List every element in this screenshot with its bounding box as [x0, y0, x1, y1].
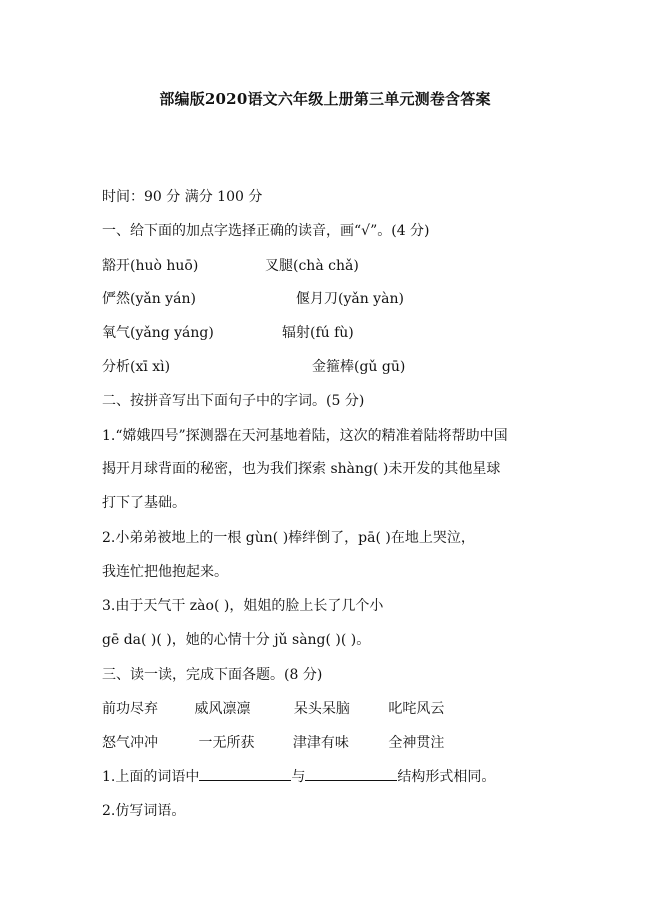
question-text-line: 揭开月球背面的秘密，也为我们探索 shàng( )未开发的其他星球	[102, 461, 501, 477]
idiom-row	[102, 732, 444, 752]
pinyin-choice-left: 分析(xī xì)	[102, 359, 171, 375]
pinyin-choice-left: 氧气(yǎng yáng)	[102, 325, 214, 341]
fill-blank-question	[102, 766, 495, 786]
question-connector: 与	[291, 769, 306, 785]
question-prefix: 1.上面的词语中	[102, 769, 200, 785]
question-text-line: 1.“嫦娥四号”探测器在天河基地着陆，这次的精准着陆将帮助中国	[102, 428, 508, 444]
idiom-word: 一无所获	[198, 735, 255, 751]
idiom-word: 呆头呆脑	[293, 701, 350, 717]
idiom-word: 怒气冲冲	[102, 735, 158, 751]
question-text-line: 2.仿写词语。	[102, 803, 186, 819]
question-text-line: 2.小弟弟被地上的一根 gùn( )棒绊倒了，pā( )在地上哭泣，	[102, 530, 475, 546]
section1-heading: 一、给下面的加点字选择正确的读音，画“√”。(4 分)	[102, 223, 430, 239]
answer-blank[interactable]	[305, 766, 397, 781]
idiom-row	[102, 698, 444, 718]
section3-heading: 三、读一读，完成下面各题。(8 分)	[102, 667, 323, 683]
document-title: 部编版2020语文六年级上册第三单元测卷含答案	[159, 90, 491, 108]
idiom-word: 前功尽弃	[102, 701, 158, 717]
idiom-word: 津津有味	[292, 735, 349, 751]
question-suffix: 结构形式相同。	[397, 769, 496, 785]
exam-meta: 时间：90 分 满分 100 分	[102, 189, 263, 205]
idiom-word: 全神贯注	[388, 735, 445, 751]
question-text-line: gē da( )( )，她的心情十分 jǔ sàng( )( )。	[102, 632, 371, 648]
section2-heading: 二、按拼音写出下面句子中的字词。(5 分)	[102, 393, 365, 409]
idiom-word: 威风凛凛	[194, 701, 251, 717]
question-text-line: 打下了基础。	[102, 495, 186, 511]
pinyin-choice-right: 辐射(fú fù)	[282, 325, 354, 341]
pinyin-choice-left: 豁开(huò huō)	[102, 258, 199, 274]
idiom-word: 叱咤风云	[388, 701, 445, 717]
answer-blank[interactable]	[199, 766, 291, 781]
pinyin-choice-left: 俨然(yǎn yán)	[102, 291, 196, 307]
pinyin-choice-right: 金箍棒(gǔ gū)	[312, 359, 406, 375]
pinyin-choice-right: 叉腿(chà chǎ)	[265, 258, 359, 274]
question-text-line: 我连忙把他抱起来。	[102, 564, 228, 580]
question-text-line: 3.由于天气干 zào( )，姐姐的脸上长了几个小	[102, 598, 384, 614]
pinyin-choice-right: 偃月刀(yǎn yàn)	[296, 291, 404, 307]
